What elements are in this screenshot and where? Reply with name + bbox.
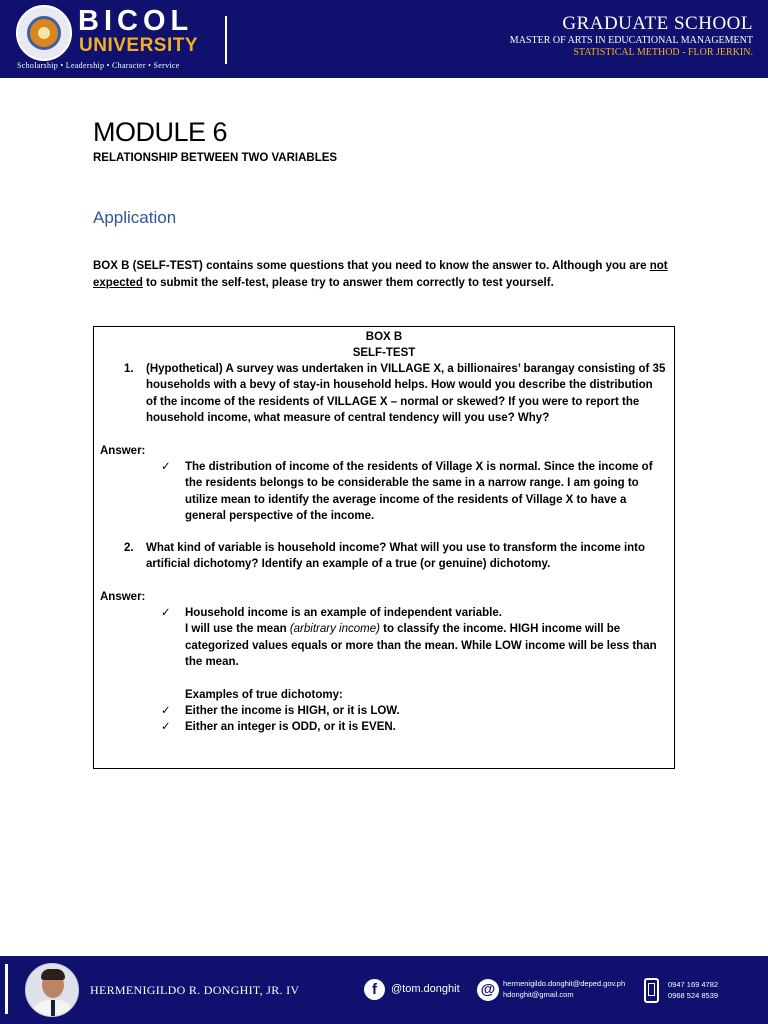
author-avatar: [25, 963, 79, 1017]
question-2-number: 2.: [124, 542, 134, 554]
university-motto: Scholarship • Leadership • Character • Service: [17, 61, 180, 70]
email-block: [503, 978, 625, 1000]
phone-block: [668, 979, 718, 1001]
example-2-item: [161, 719, 665, 735]
email-secondary: hdonghit@gmail.com: [503, 990, 574, 999]
header-divider: [225, 16, 227, 64]
checkmark-icon: ✓: [161, 607, 171, 619]
mobile-phone-icon: [644, 978, 659, 1003]
at-sign-icon: @: [477, 979, 499, 1001]
self-test-box: [93, 326, 675, 769]
question-2: [124, 540, 666, 573]
intro-paragraph: [93, 258, 678, 291]
checkmark-icon: ✓: [161, 705, 171, 717]
example-2-text: Either an integer is ODD, or it is EVEN.: [185, 721, 396, 733]
answer-2-text-2: to classify the income. HIGH income will be categorized values equals or more than the mean. While LOW income will be less than the mean.: [185, 623, 657, 668]
section-heading: Application: [93, 208, 177, 227]
page-footer: [0, 956, 768, 1024]
checkmark-icon: ✓: [161, 721, 171, 733]
intro-text-2: to submit the self-test, please try to answer them correctly to test yourself.: [142, 276, 554, 289]
facebook-handle: @tom.donghit: [391, 983, 460, 995]
examples-label: Examples of true dichotomy:: [185, 689, 343, 701]
answer-1-item: [161, 459, 665, 524]
email-primary: hermenigildo.donghit@deped.gov.ph: [503, 979, 626, 988]
answer-1-text: The distribution of income of the residents of Village X is normal. Since the income of the residents belongs to be considerable the same in a narrow range. I am going to utilize mean to identify the average income of the residents of Village X to have a general perspective of the income.: [185, 461, 653, 522]
intro-text-1: BOX B (SELF-TEST) contains some questions that you need to know the answer to. Although you are: [93, 260, 650, 272]
phone-primary: 0947 169 4782: [668, 980, 719, 989]
answer-1-label: Answer:: [100, 445, 146, 457]
school-name: GRADUATE SCHOOL: [562, 13, 753, 34]
university-seal-icon: [16, 5, 72, 61]
example-1-item: [161, 703, 665, 719]
question-1-text: (Hypothetical) A survey was undertaken in VILLAGE X, a billionaires’ barangay consisting of 35 households with a bevy of stay-in household helps. How would you describe the distribution of the income of the residents of VILLAGE X – normal or skewed? If you were to report the household income, what measure of central tendency will you use? Why?: [146, 363, 666, 424]
answer-2-label: Answer:: [100, 591, 146, 603]
question-1: [124, 361, 666, 426]
module-title: MODULE 6: [93, 117, 228, 147]
checkmark-icon: ✓: [161, 461, 171, 473]
program-name: MASTER OF ARTS IN EDUCATIONAL MANAGEMENT: [509, 35, 753, 46]
box-subtitle: SELF-TEST: [352, 347, 416, 359]
module-subtitle: RELATIONSHIP BETWEEN TWO VARIABLES: [93, 152, 338, 164]
box-title: BOX B: [365, 331, 403, 343]
intro-underlined-text: not expected: [93, 260, 668, 289]
page-header: [0, 0, 768, 78]
course-name: STATISTICAL METHOD - FLOR JERKIN.: [573, 47, 753, 58]
example-1-text: Either the income is HIGH, or it is LOW.: [185, 705, 400, 717]
logo-word-bicol: BICOL: [78, 5, 194, 37]
question-2-text: What kind of variable is household income? What will you use to transform the income into artificial dichotomy? Identify an example of a true (or genuine) dichotomy.: [146, 542, 646, 571]
phone-secondary: 0968 524 8539: [668, 991, 719, 1000]
question-1-number: 1.: [124, 363, 134, 375]
answer-2-item: [161, 605, 665, 670]
footer-accent-bar: [5, 964, 8, 1014]
author-name: HERMENIGILDO R. DONGHIT, JR. IV: [90, 983, 300, 997]
answer-2-text-1: I will use the mean: [185, 623, 290, 636]
answer-2-line1: Household income is an example of independent variable.: [185, 607, 502, 619]
logo-word-university: UNIVERSITY: [79, 35, 199, 56]
answer-2-italic: (arbitrary income): [289, 623, 380, 636]
header-right-block: [510, 14, 753, 59]
facebook-icon: f: [364, 979, 385, 1000]
